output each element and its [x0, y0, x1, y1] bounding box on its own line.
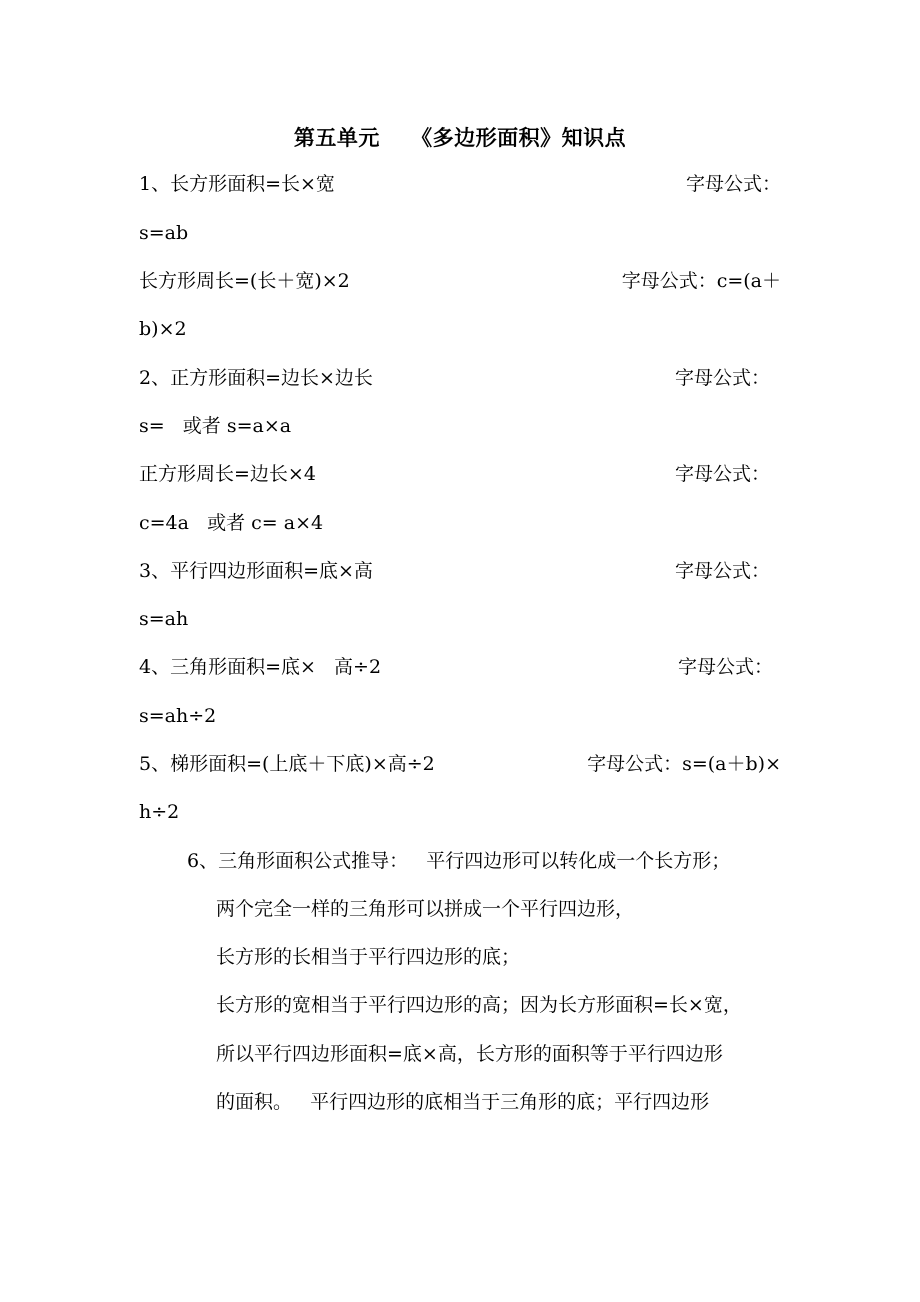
derivation-line: 所以平行四边形面积=底×高，长方形的面积等于平行四边形	[216, 1043, 723, 1065]
rect-area-formula-label: 字母公式：	[685, 173, 781, 195]
parallelogram-area-text: 3、平行四边形面积=底×高	[139, 560, 373, 582]
derivation-heading: 6、三角形面积公式推导： 平行四边形可以转化成一个长方形；	[187, 850, 731, 872]
parallelogram-area-formula-label: 字母公式：	[674, 560, 770, 582]
rect-area-formula: s=ab	[139, 222, 189, 244]
trapezoid-area-text: 5、梯形面积=(上底＋下底)×高÷2	[139, 753, 435, 775]
trapezoid-area-formula-label: 字母公式：s=(a＋b)×	[587, 753, 781, 775]
page-title: 第五单元 《多边形面积》知识点	[293, 125, 627, 150]
rect-perimeter-text: 长方形周长=(长＋宽)×2	[139, 270, 350, 292]
square-perimeter-formula-label: 字母公式：	[674, 463, 770, 485]
square-perimeter-text: 正方形周长=边长×4	[139, 463, 316, 485]
triangle-area-text: 4、三角形面积=底× 高÷2	[139, 656, 382, 678]
derivation-line: 两个完全一样的三角形可以拼成一个平行四边形，	[216, 898, 635, 920]
triangle-area-formula-label: 字母公式：	[677, 656, 773, 678]
rect-perimeter-formula-label: 字母公式：c=(a＋	[621, 270, 781, 292]
rect-area-text: 1、长方形面积=长×宽	[139, 173, 335, 195]
trapezoid-area-formula: h÷2	[139, 801, 180, 823]
square-perimeter-formula: c=4a 或者 c= a×4	[139, 512, 324, 534]
rect-perimeter-formula: b)×2	[139, 318, 187, 340]
parallelogram-area-formula: s=ah	[139, 608, 189, 630]
square-area-text: 2、正方形面积=边长×边长	[139, 367, 373, 389]
square-area-formula: s= 或者 s=a×a	[139, 415, 292, 437]
derivation-line: 长方形的宽相当于平行四边形的高；因为长方形面积=长×宽，	[216, 994, 742, 1016]
square-area-formula-label: 字母公式：	[674, 367, 770, 389]
derivation-line: 的面积。 平行四边形的底相当于三角形的底；平行四边形	[216, 1091, 710, 1113]
derivation-line: 长方形的长相当于平行四边形的底；	[216, 946, 521, 968]
triangle-area-formula: s=ah÷2	[139, 705, 217, 727]
